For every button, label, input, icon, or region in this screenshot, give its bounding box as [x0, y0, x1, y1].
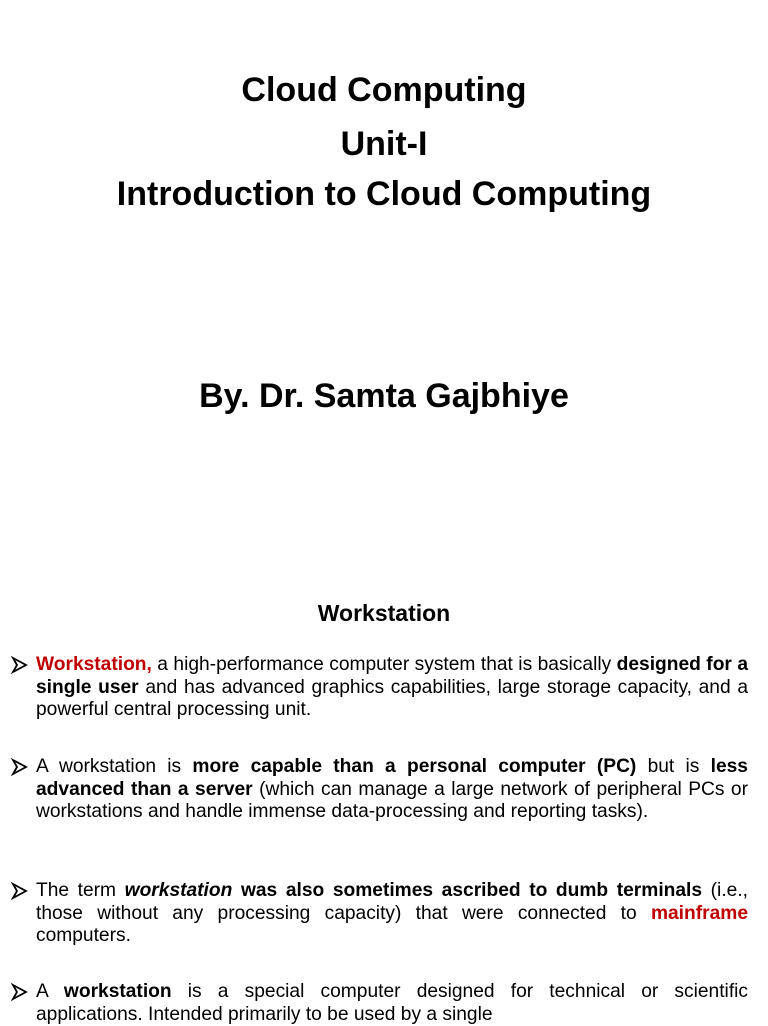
- arrow-bullet-icon: [10, 982, 30, 1002]
- bullet-segment: The term: [36, 880, 125, 901]
- bullet-segment: but is: [636, 756, 711, 777]
- bullet-segment: is a special computer designed for technical or scientific applications. Intended primarily to be used by a single: [36, 981, 749, 1025]
- bullet-text: [36, 880, 748, 948]
- bullet-emphasis: was also sometimes ascribed to dumb terminals: [232, 880, 703, 901]
- bullet-text: [36, 981, 748, 1026]
- bullet-segment: (i.e., those without any processing capacity) that were connected to: [36, 880, 748, 924]
- bullet-item: [10, 880, 748, 948]
- arrow-bullet-icon: [10, 757, 30, 777]
- bullet-text: [36, 756, 748, 824]
- section-heading: Workstation: [317, 600, 451, 626]
- bullet-segment: computers.: [36, 925, 131, 947]
- content-slide: [0, 560, 768, 1024]
- bullet-segment: (which can manage a large network of peripheral PCs or workstations and handle immense data-processing and reporting tasks).: [36, 778, 748, 823]
- bullet-segment: A workstation is: [36, 756, 193, 777]
- term-workstation: Workstation,: [36, 654, 152, 675]
- term-mainframe: mainframe: [650, 902, 748, 924]
- chapter-title: Introduction to Cloud Computing: [116, 175, 652, 213]
- bullet-segment: and has advanced graphics capabilities, large storage capacity, and a powerful central processing unit.: [36, 676, 748, 721]
- bullet-segment: a high-performance computer system that is basically: [151, 654, 617, 675]
- bullet-emphasis: less advanced than a server: [36, 756, 748, 800]
- bullet-item: [10, 654, 748, 722]
- bullet-text: [36, 654, 748, 722]
- bullet-item: [10, 756, 748, 824]
- bullet-emphasis: designed for a single user: [36, 654, 748, 698]
- author-name: By. Dr. Samta Gajbhiye: [199, 377, 569, 415]
- course-title: Cloud Computing: [241, 71, 527, 109]
- bullet-emphasis: workstation: [124, 880, 233, 901]
- unit-title: Unit-I: [340, 125, 428, 163]
- bullet-segment: A: [36, 981, 64, 1002]
- bullet-item: [10, 981, 748, 1026]
- arrow-bullet-icon: [10, 881, 30, 901]
- bullet-emphasis: more capable than a personal computer (PC): [192, 756, 637, 777]
- bullet-emphasis: workstation: [63, 981, 172, 1002]
- arrow-bullet-icon: [10, 655, 30, 675]
